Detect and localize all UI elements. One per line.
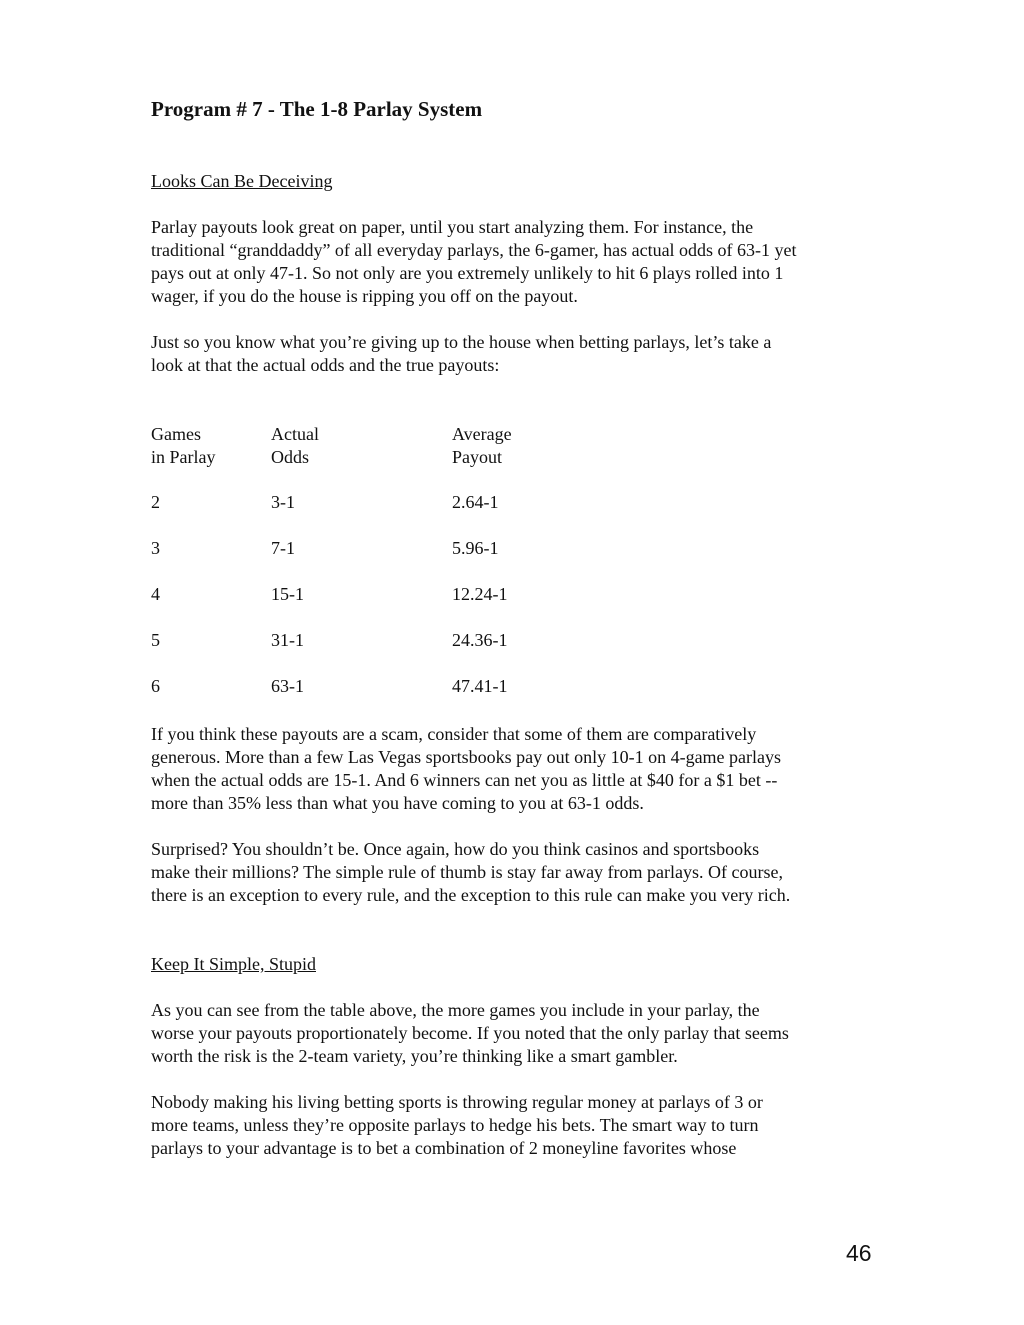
text-line: As you can see from the table above, the more games you include in your parlay, the	[151, 1000, 760, 1020]
header-line: in Parlay	[151, 447, 216, 467]
table-row	[151, 491, 891, 514]
header-line: Actual	[271, 424, 319, 444]
text-line: wager, if you do the house is ripping you off on the payout.	[151, 286, 578, 306]
page-number: 46	[846, 1240, 872, 1266]
text-line: traditional “granddaddy” of all everyday parlays, the 6-gamer, has actual odds of 63-1 yet	[151, 240, 797, 260]
paragraph-scam	[151, 723, 891, 815]
paragraph-parlay-payouts	[151, 216, 891, 308]
cell-games: 5	[151, 630, 160, 650]
header-line: Average	[452, 424, 512, 444]
cell-actual-odds: 3-1	[271, 492, 295, 512]
cell-average-payout: 12.24-1	[452, 584, 508, 604]
paragraph-as-you-can-see	[151, 999, 891, 1068]
cell-actual-odds: 31-1	[271, 630, 304, 650]
text-line: parlays to your advantage is to bet a combination of 2 moneyline favorites whose	[151, 1138, 737, 1158]
cell-average-payout: 24.36-1	[452, 630, 508, 650]
cell-games: 4	[151, 584, 160, 604]
paragraph-nobody-making	[151, 1091, 891, 1160]
header-line: Games	[151, 424, 201, 444]
cell-games: 3	[151, 538, 160, 558]
cell-actual-odds: 7-1	[271, 538, 295, 558]
text-line: when the actual odds are 15-1. And 6 winners can net you as little at $40 for a $1 bet --	[151, 770, 778, 790]
text-line: more than 35% less than what you have coming to you at 63-1 odds.	[151, 793, 644, 813]
cell-games: 2	[151, 492, 160, 512]
text-line: If you think these payouts are a scam, consider that some of them are comparatively	[151, 724, 757, 744]
text-line: Surprised? You shouldn’t be. Once again, how do you think casinos and sportsbooks	[151, 839, 760, 859]
paragraph-surprised	[151, 838, 891, 907]
cell-average-payout: 2.64-1	[452, 492, 499, 512]
table-row	[151, 537, 891, 560]
cell-actual-odds: 63-1	[271, 676, 304, 696]
text-line: generous. More than a few Las Vegas sportsbooks pay out only 10-1 on 4-game parlays	[151, 747, 782, 767]
cell-actual-odds: 15-1	[271, 584, 304, 604]
paragraph-just-so-you-know	[151, 331, 891, 377]
header-line: Odds	[271, 447, 310, 467]
text-line: worth the risk is the 2-team variety, you’re thinking like a smart gambler.	[151, 1046, 678, 1066]
text-line: Just so you know what you’re giving up to the house when betting parlays, let’s take a	[151, 332, 772, 352]
table-row	[151, 675, 891, 698]
document-page	[151, 96, 891, 1183]
table-row	[151, 629, 891, 652]
table-row	[151, 583, 891, 606]
text-line: Parlay payouts look great on paper, until you start analyzing them. For instance, the	[151, 217, 754, 237]
header-actual-odds	[271, 423, 452, 469]
section-heading-keep-it-simple: Keep It Simple, Stupid	[151, 954, 316, 974]
header-line: Payout	[452, 447, 503, 467]
page-title: Program # 7 - The 1-8 Parlay System	[151, 97, 483, 121]
cell-games: 6	[151, 676, 160, 696]
header-games-in-parlay	[151, 423, 271, 469]
header-average-payout	[452, 423, 652, 469]
parlay-odds-table	[151, 423, 891, 698]
text-line: look at that the actual odds and the true payouts:	[151, 355, 500, 375]
text-line: worse your payouts proportionately become. If you noted that the only parlay that seems	[151, 1023, 789, 1043]
table-header-row	[151, 423, 891, 469]
text-line: pays out at only 47-1. So not only are you extremely unlikely to hit 6 plays rolled into 1	[151, 263, 784, 283]
text-line: make their millions? The simple rule of thumb is stay far away from parlays. Of course,	[151, 862, 783, 882]
text-line: Nobody making his living betting sports is throwing regular money at parlays of 3 or	[151, 1092, 763, 1112]
cell-average-payout: 47.41-1	[452, 676, 508, 696]
section-heading-looks-can-be-deceiving: Looks Can Be Deceiving	[151, 171, 333, 191]
cell-average-payout: 5.96-1	[452, 538, 499, 558]
text-line: there is an exception to every rule, and the exception to this rule can make you very rich.	[151, 885, 791, 905]
text-line: more teams, unless they’re opposite parlays to hedge his bets. The smart way to turn	[151, 1115, 759, 1135]
